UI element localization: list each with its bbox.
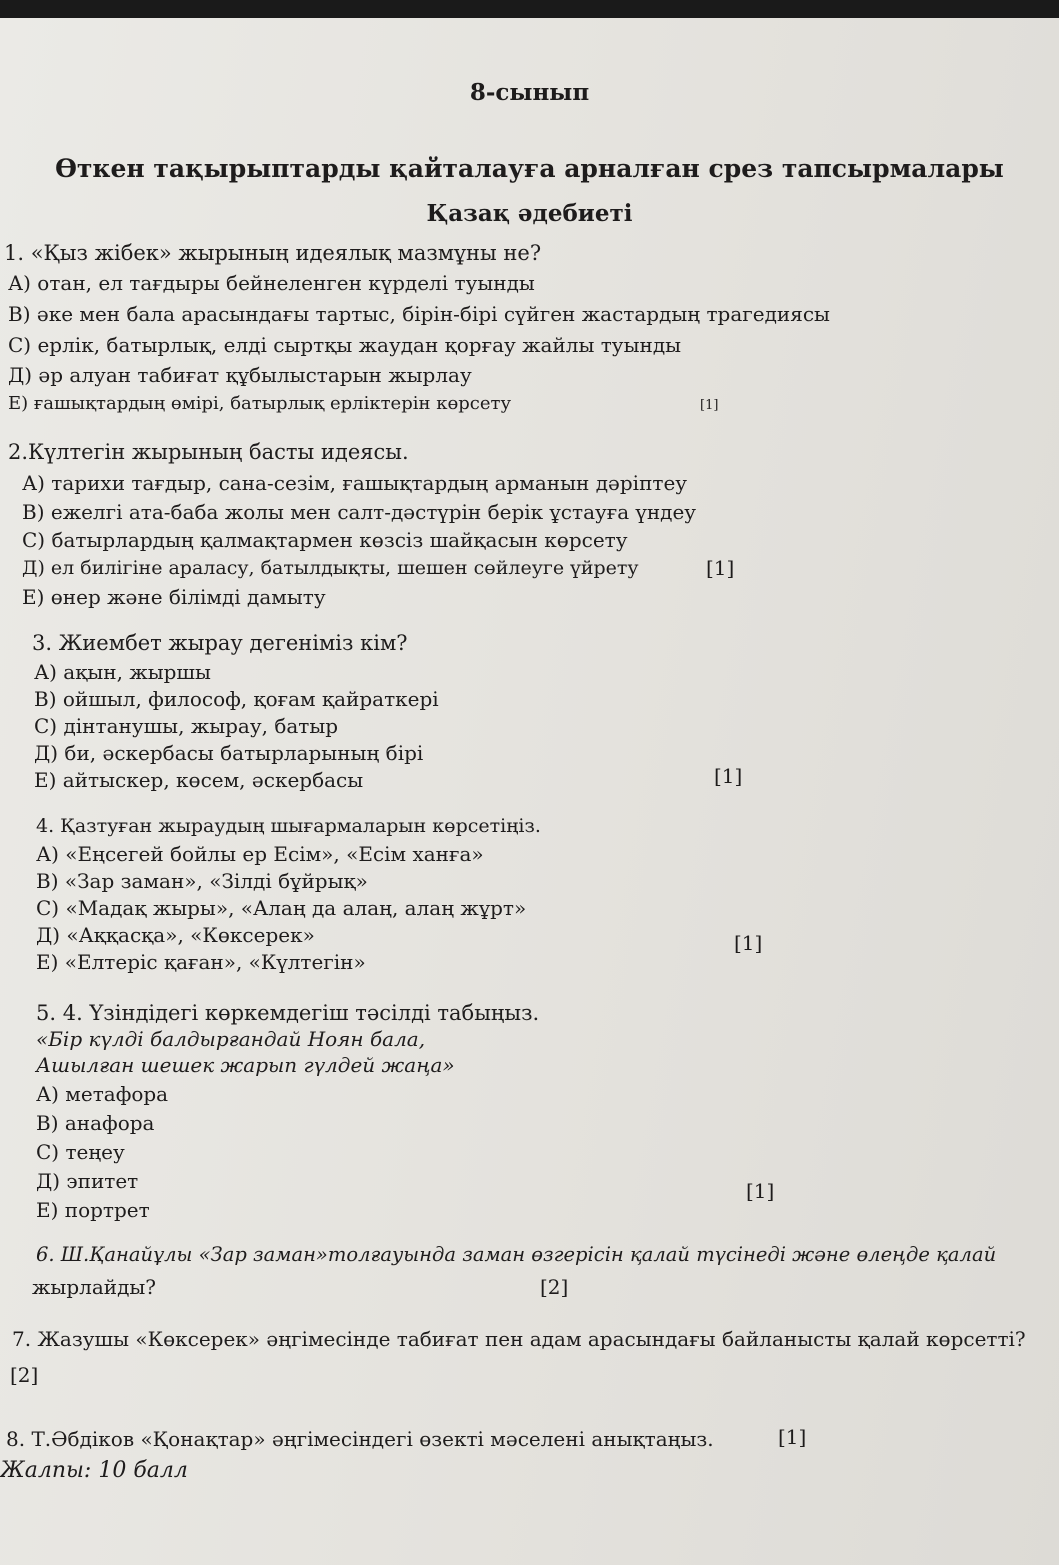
question-1: 1. «Қыз жібек» жырының идеялық мазмұны не? bbox=[4, 241, 542, 265]
grade-label: 8-сынып bbox=[469, 79, 590, 106]
q5-option-c: С) теңеу bbox=[36, 1140, 125, 1164]
q3-option-a: А) ақын, жыршы bbox=[34, 660, 211, 684]
question-6-line-1: 6. Ш.Қанайұлы «Зар заман»толғауында заман өзгерісін қалай түсінеді және өлеңде қалай bbox=[36, 1243, 997, 1266]
q5-score: [1] bbox=[746, 1179, 775, 1203]
q4-option-c: С) «Мадақ жыры», «Алаң да алаң, алаң жұрт» bbox=[36, 896, 527, 920]
q3-option-e: Е) айтыскер, көсем, әскербасы bbox=[34, 768, 364, 792]
q3-score: [1] bbox=[714, 764, 743, 788]
question-5: 5. 4. Үзіндідегі көркемдегіш тәсілді табыңыз. bbox=[36, 1001, 540, 1025]
q1-option-a: А) отан, ел тағдыры бейнеленген күрделі туынды bbox=[8, 271, 535, 295]
q5-quote-line-2: Ашылған шешек жарып гүлдей жаңа» bbox=[36, 1053, 455, 1077]
photo-top-edge bbox=[0, 0, 1059, 18]
q1-option-c: С) ерлік, батырлық, елді сыртқы жаудан қорғау жайлы туынды bbox=[8, 333, 682, 357]
q7-score: [2] bbox=[10, 1363, 39, 1387]
total-score: Жалпы: 10 балл bbox=[0, 1458, 188, 1483]
q3-option-b: В) ойшыл, философ, қоғам қайраткері bbox=[34, 687, 439, 711]
q1-option-d: Д) әр алуан табиғат құбылыстарын жырлау bbox=[8, 363, 472, 387]
q5-option-e: Е) портрет bbox=[36, 1198, 150, 1222]
subject-label: Қазақ әдебиеті bbox=[426, 200, 633, 227]
q2-option-e: Е) өнер және білімді дамыту bbox=[22, 585, 326, 609]
worksheet-title: Өткен тақырыптарды қайталауға арналған срез тапсырмалары bbox=[55, 154, 1004, 183]
q3-option-d: Д) би, әскербасы батырларының бірі bbox=[34, 741, 424, 765]
question-6-line-2: жырлайды? bbox=[32, 1275, 157, 1299]
q4-score: [1] bbox=[734, 931, 763, 955]
question-8: 8. Т.Әбдіков «Қонақтар» әңгімесіндегі өзекті мәселені анықтаңыз. bbox=[6, 1427, 714, 1451]
q4-option-e: Е) «Елтеріс қаған», «Күлтегін» bbox=[36, 950, 366, 974]
q4-option-b: В) «Зар заман», «Зілді бұйрық» bbox=[36, 869, 368, 893]
q5-option-a: А) метафора bbox=[36, 1082, 169, 1106]
q5-option-d: Д) эпитет bbox=[36, 1169, 139, 1193]
question-7: 7. Жазушы «Көксерек» әңгімесінде табиғат пен адам арасындағы байланысты қалай көрсетті? bbox=[12, 1327, 1026, 1351]
q1-option-b: В) әке мен бала арасындағы тартыс, бірін-бірі сүйген жастардың трагедиясы bbox=[8, 302, 830, 326]
q4-option-d: Д) «Аққасқа», «Көксерек» bbox=[36, 923, 315, 947]
question-2: 2.Күлтегін жырының басты идеясы. bbox=[8, 440, 409, 464]
q5-option-b: В) анафора bbox=[36, 1111, 155, 1135]
worksheet-page bbox=[0, 18, 1059, 1565]
q1-score: [1] bbox=[700, 398, 719, 413]
q5-quote-line-1: «Бір күлді балдырғандай Ноян бала, bbox=[36, 1027, 426, 1051]
q2-option-d: Д) ел билігіне араласу, батылдықты, шешен сөйлеуге үйрету bbox=[22, 557, 639, 579]
q2-option-a: А) тарихи тағдыр, сана-сезім, ғашықтардың арманын дәріптеу bbox=[22, 471, 688, 495]
q6-score: [2] bbox=[540, 1275, 569, 1299]
q2-score: [1] bbox=[706, 556, 735, 580]
q1-option-e: Е) ғашықтардың өмірі, батырлық ерліктерін көрсету bbox=[8, 393, 512, 414]
question-4: 4. Қазтуған жыраудың шығармаларын көрсетіңіз. bbox=[36, 815, 541, 837]
q4-option-a: А) «Еңсегей бойлы ер Есім», «Есім ханға» bbox=[36, 842, 484, 866]
question-3: 3. Жиембет жырау дегеніміз кім? bbox=[32, 631, 408, 655]
q8-score: [1] bbox=[778, 1425, 807, 1449]
q2-option-b: В) ежелгі ата-баба жолы мен салт-дәстүрін берік ұстауға үндеу bbox=[22, 500, 697, 524]
q3-option-c: С) дінтанушы, жырау, батыр bbox=[34, 714, 339, 738]
q2-option-c: С) батырлардың қалмақтармен көзсіз шайқасын көрсету bbox=[22, 528, 628, 552]
